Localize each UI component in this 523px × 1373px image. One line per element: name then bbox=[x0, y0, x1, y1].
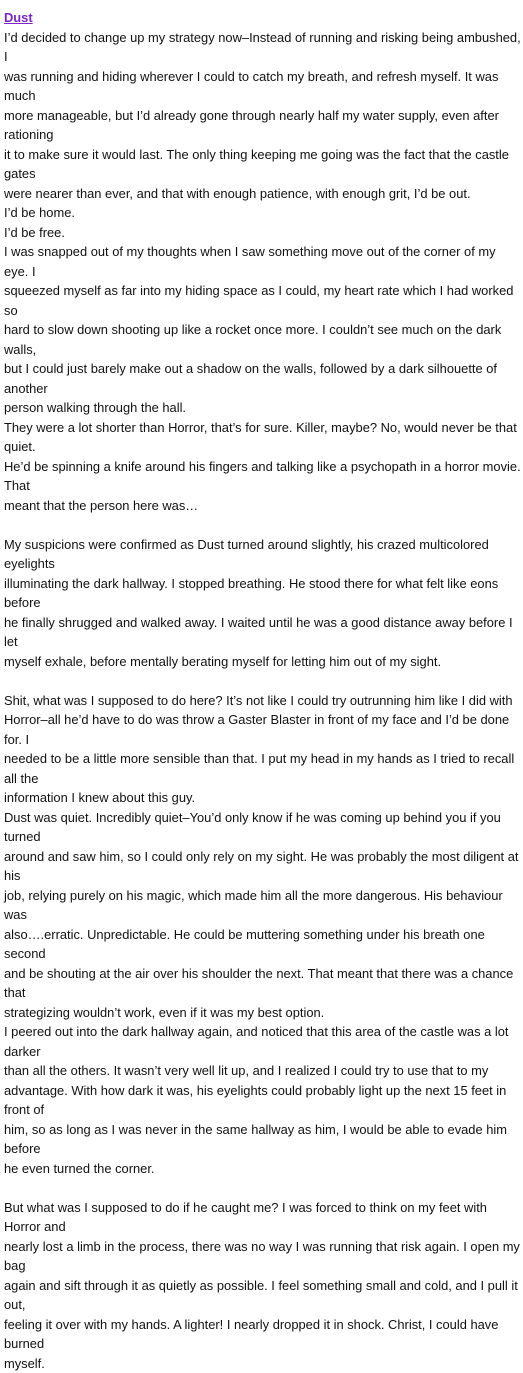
paragraph: I’d be home. bbox=[4, 203, 521, 223]
paragraph: I’d decided to change up my strategy now–Instead of running and risking being ambushed, I was running and hiding wherever I could to catch my breath, and refresh myself. It was much more manageable, but I’d already gone through nearly half my water supply, even after rationing it to make sure it would last. The only thing keeping me going was the fact that the castle gates were nearer than ever, and that with enough patience, with enough grit, I’d be out. bbox=[4, 28, 521, 204]
story-title-link[interactable]: Dust bbox=[4, 8, 521, 28]
paragraph: Dust was quiet. Incredibly quiet–You’d only know if he was coming up behind you if you turned around and saw him, so I could only rely on my sight. He was probably the most diligent at his job, relying purely on his magic, which made him all the more dangerous. His behaviour was also….erratic. Unpredictable. He could be muttering something under his breath one second and be shouting at the air over his shoulder the next. That meant that there was a chance that strategizing wouldn’t work, even if it was my best option. bbox=[4, 808, 521, 1023]
paragraph-gap bbox=[4, 671, 521, 691]
paragraph: I’d be free. bbox=[4, 223, 521, 243]
paragraph: Shit, what was I supposed to do here? It’s not like I could try outrunning him like I did with Horror–all he’d have to do was throw a Gaster Blaster in front of my face and I’d be done for. I needed to be a little more sensible than that. I put my head in my hands as I tried to recall all the information I knew about this guy. bbox=[4, 691, 521, 808]
paragraph-gap bbox=[4, 1178, 521, 1198]
paragraph: My suspicions were confirmed as Dust turned around slightly, his crazed multicolored eyelights illuminating the dark hallway. I stopped breathing. He stood there for what felt like eons before he finally shrugged and walked away. I waited until he was a good distance away before I let myself exhale, before mentally berating myself for letting him out of my sight. bbox=[4, 535, 521, 672]
paragraph-gap bbox=[4, 515, 521, 535]
paragraph: They were a lot shorter than Horror, that’s for sure. Killer, maybe? No, would never be that quiet. He’d be spinning a knife around his fingers and talking like a psychopath in a horror movie. That meant that the person here was… bbox=[4, 418, 521, 516]
paragraph: But what was I supposed to do if he caught me? I was forced to think on my feet with Horror and nearly lost a limb in the process, there was no way I was running that risk again. I open my bag again and sift through it as quietly as possible. I feel something small and cold, and I pull it out, feeling it over with my hands. A lighter! I nearly dropped it in shock. Christ, I could have burned myself. bbox=[4, 1198, 521, 1373]
paragraph: I peered out into the dark hallway again, and noticed that this area of the castle was a lot darker than all the others. It wasn’t very well lit up, and I realized I could try to use that to my advantage. With how dark it was, his eyelights could probably light up the next 15 feet in front of him, so as long as I was never in the same hallway as him, I would be able to evade him before he even turned the corner. bbox=[4, 1022, 521, 1178]
document-page bbox=[4, 8, 521, 1373]
paragraph: I was snapped out of my thoughts when I saw something move out of the corner of my eye. I squeezed myself as far into my hiding space as I could, my heart rate which I had worked so hard to slow down shooting up like a rocket once more. I couldn’t see much on the dark walls, but I could just barely make out a shadow on the walls, followed by a dark silhouette of another person walking through the hall. bbox=[4, 242, 521, 418]
